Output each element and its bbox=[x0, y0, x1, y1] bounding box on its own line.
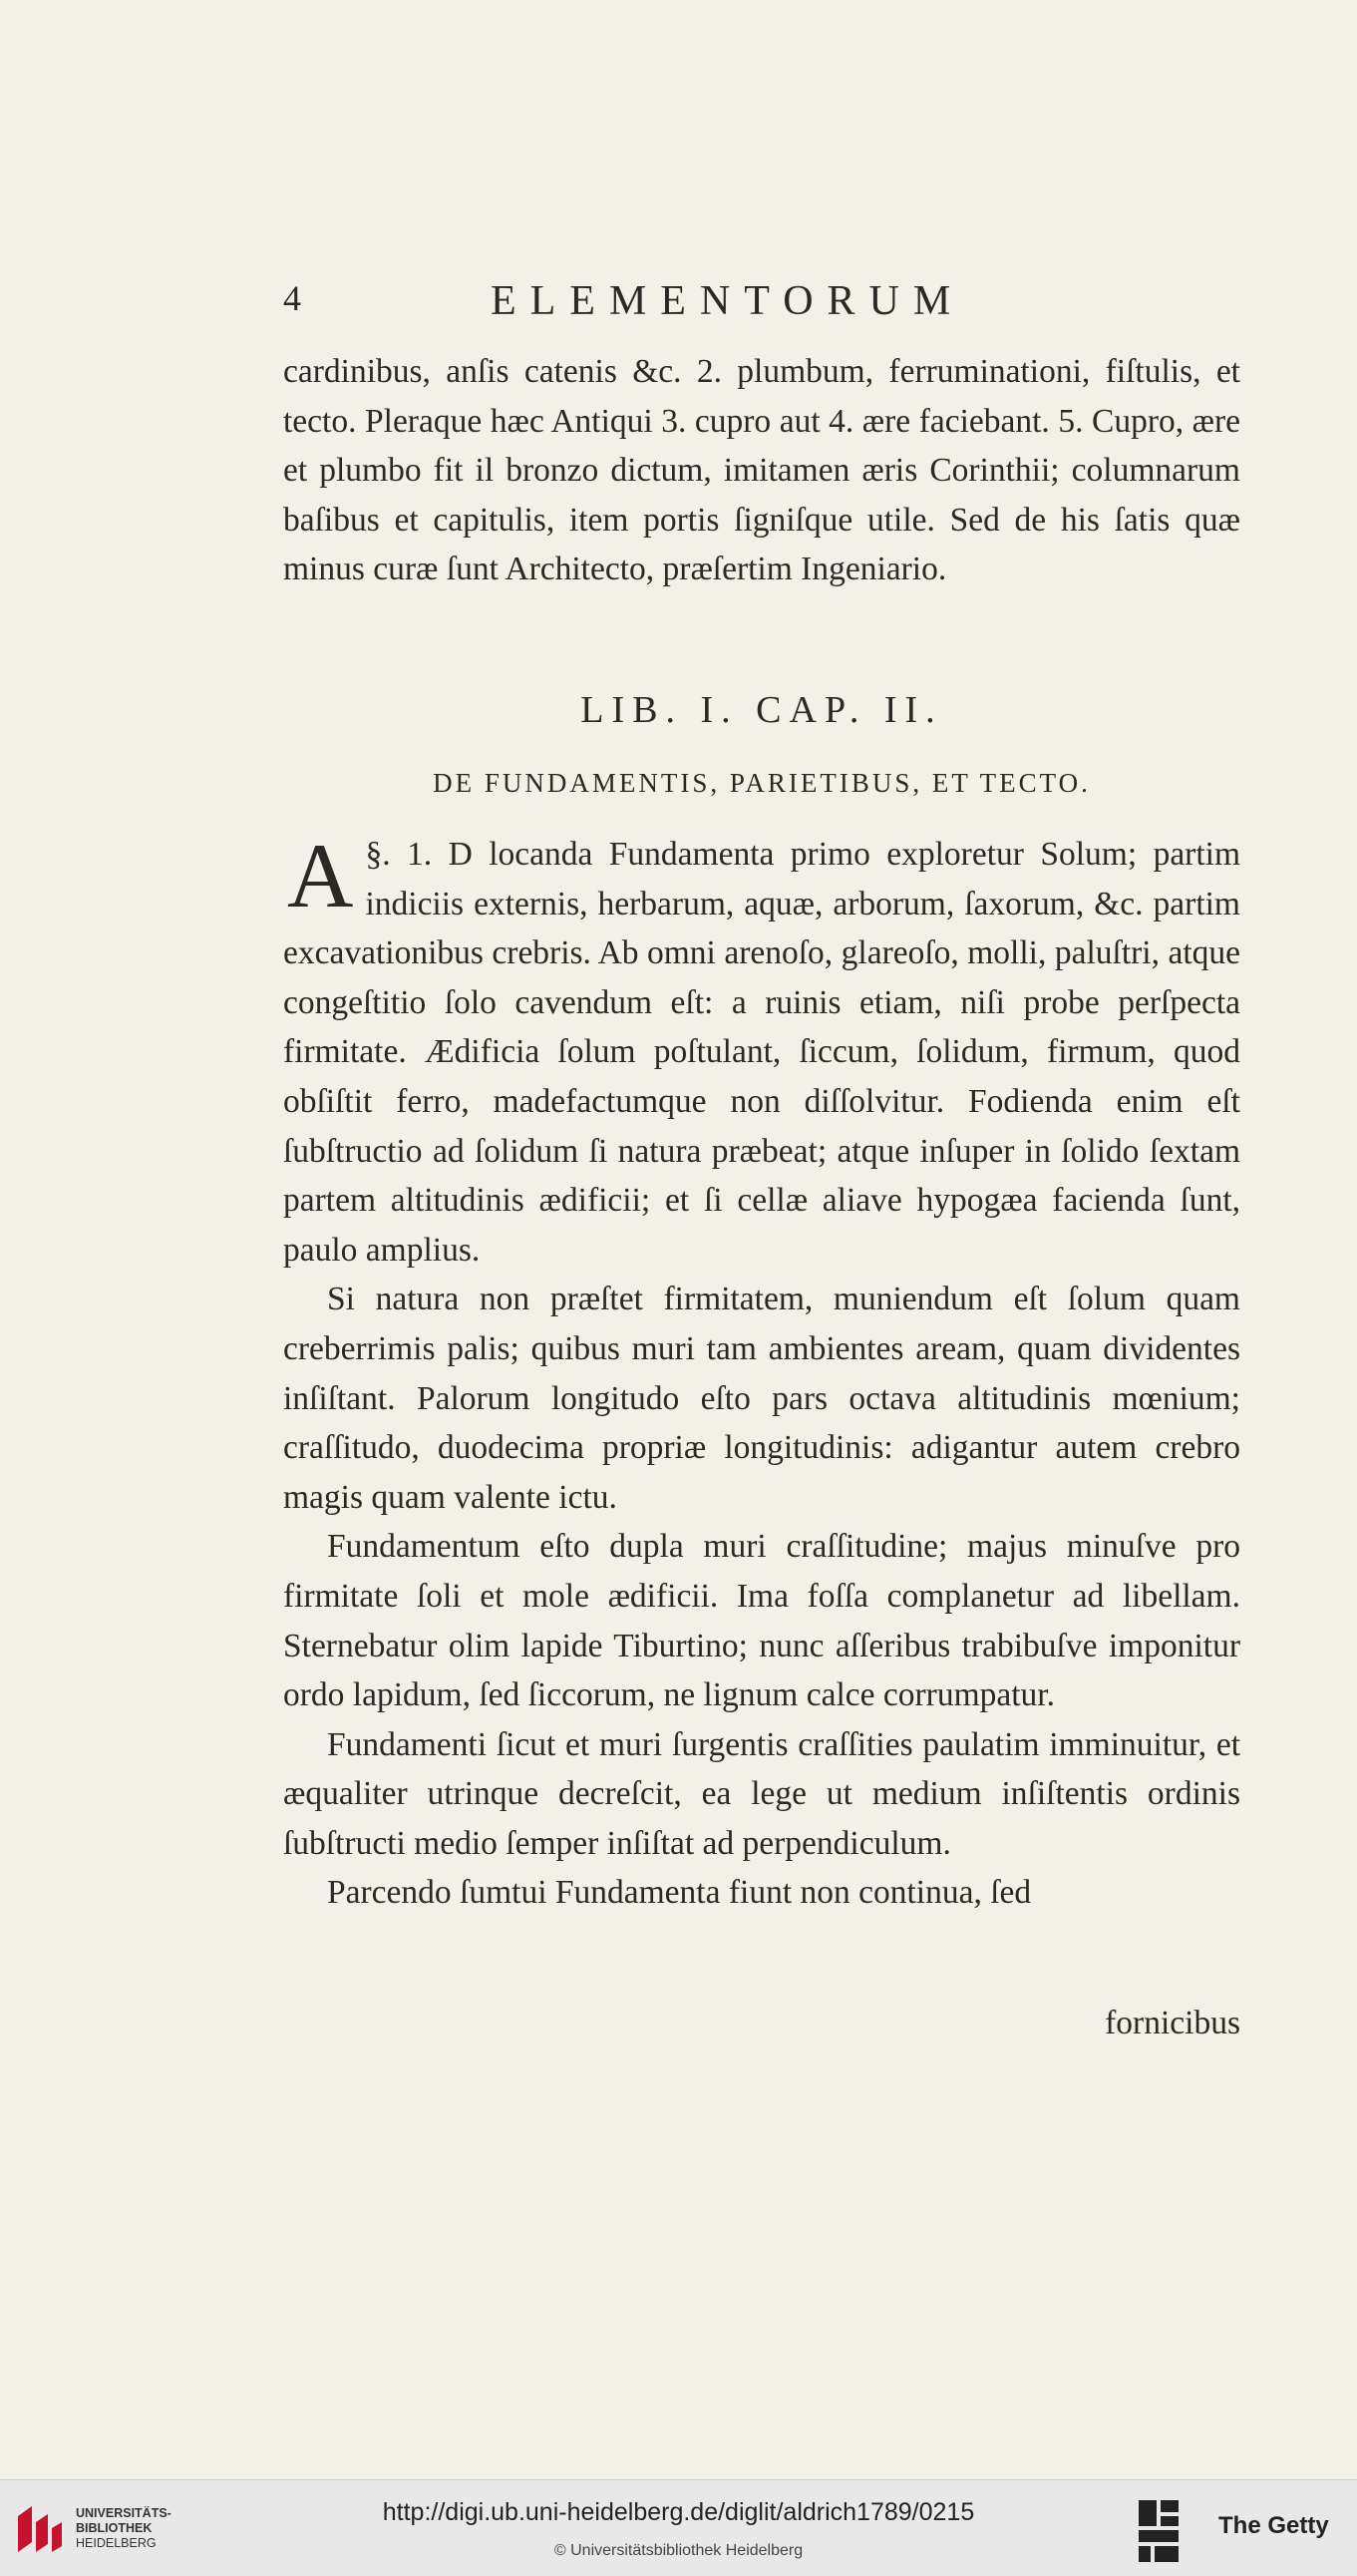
getty-name: The Getty bbox=[1218, 2512, 1329, 2539]
paragraph-1-text: D locanda Fundamenta primo exploretur Solum; partim indiciis externis, herbarum, aquæ, arborum, ſaxorum, &c. partim excavationibus crebris. Ab omni arenoſo, glareoſo, molli, paluſtri, atque congeſtitio ſolo cavendum eſt: a ruinis etiam, niſi probe perſpecta firmitate. Ædificia ſolum poſtulant, ſiccum, ſolidum, firmum, quod obſiſtit ferro, madefactumque non diſſolvitur. Fodienda enim eſt ſubſtructio ad ſolidum ſi natura præbeat; atque inſuper in ſolido ſextam partem altitudinis ædificii; et ſi cellæ aliave hypogæa facienda ſunt, paulo amplius. bbox=[283, 836, 1241, 1269]
paragraph-5: Parcendo ſumtui Fundamenta fiunt non continua, ſed bbox=[327, 1874, 1032, 1912]
running-title: ELEMENTORUM bbox=[491, 278, 965, 324]
chapter-title: LIB. I. CAP. II. bbox=[580, 689, 943, 731]
chapter-subtitle: DE FUNDAMENTIS, PARIETIBUS, ET TECTO. bbox=[433, 768, 1091, 798]
catchword: fornicibus bbox=[1105, 2005, 1240, 2041]
university-library-name: UNIVERSITÄTS- BIBLIOTHEK HEIDELBERG bbox=[76, 2506, 171, 2550]
drop-capital: A bbox=[287, 825, 354, 926]
paragraph-4: Fundamenti ſicut et muri ſurgentis craſſities paulatim imminuitur, et æqualiter utrinque decreſcit, ea lege ut medium inſiſtentis ordinis ſubſtructi medio ſemper inſiſtat ad perpendiculum. bbox=[283, 1725, 1240, 1862]
page-header bbox=[283, 277, 1240, 323]
page-number: 4 bbox=[283, 278, 301, 318]
section-body bbox=[283, 825, 1241, 1918]
paragraph-3: Fundamentum eſto dupla muri craſſitudine; majus minuſve pro firmitate ſoli et mole ædificii. Ima foſſa complanetur ad libellam. Sternebatur olim lapide Tiburtino; nunc aſſeribus trabibuſve imponitur ordo lapidum, ſed ſiccorum, ne lignum calce corrumpatur. bbox=[283, 1528, 1240, 1714]
document-url[interactable]: http://digi.ub.uni-heidelberg.de/diglit/aldrich1789/0215 bbox=[382, 2498, 975, 2526]
intro-text: cardinibus, anſis catenis &c. 2. plumbum, ferruminationi, fiſtulis, et tecto. Pleraque hæc Antiqui 3. cupro aut 4. ære faciebant. 5. Cupro, ære et plumbo fit il bronzo dictum, imitamen æris Corinthii; columnarum baſibus et capitulis, item portis ſigniſque utile. Sed de his ſatis quæ minus curæ ſunt Architecto, præſertim Ingeniario. bbox=[283, 353, 1240, 588]
intro-paragraph bbox=[283, 347, 1240, 594]
section-marker: §. 1. bbox=[365, 836, 433, 873]
viewer-footer bbox=[0, 2479, 1357, 2576]
copyright-notice: © Universitätsbibliothek Heidelberg bbox=[553, 2542, 804, 2559]
paragraph-2: Si natura non præſtet firmitatem, muniendum eſt ſolum quam creberrimis palis; quibus muri tam ambientes aream, quam dividentes inſiſtant. Palorum longitudo eſto pars octava altitudinis mœnium; craſſitudo, duodecima propriæ longitudinis: adigantur autem crebro magis quam valente ictu. bbox=[283, 1281, 1240, 1516]
getty-logo bbox=[1135, 2496, 1196, 2564]
paragraph-1 bbox=[283, 825, 1241, 1275]
